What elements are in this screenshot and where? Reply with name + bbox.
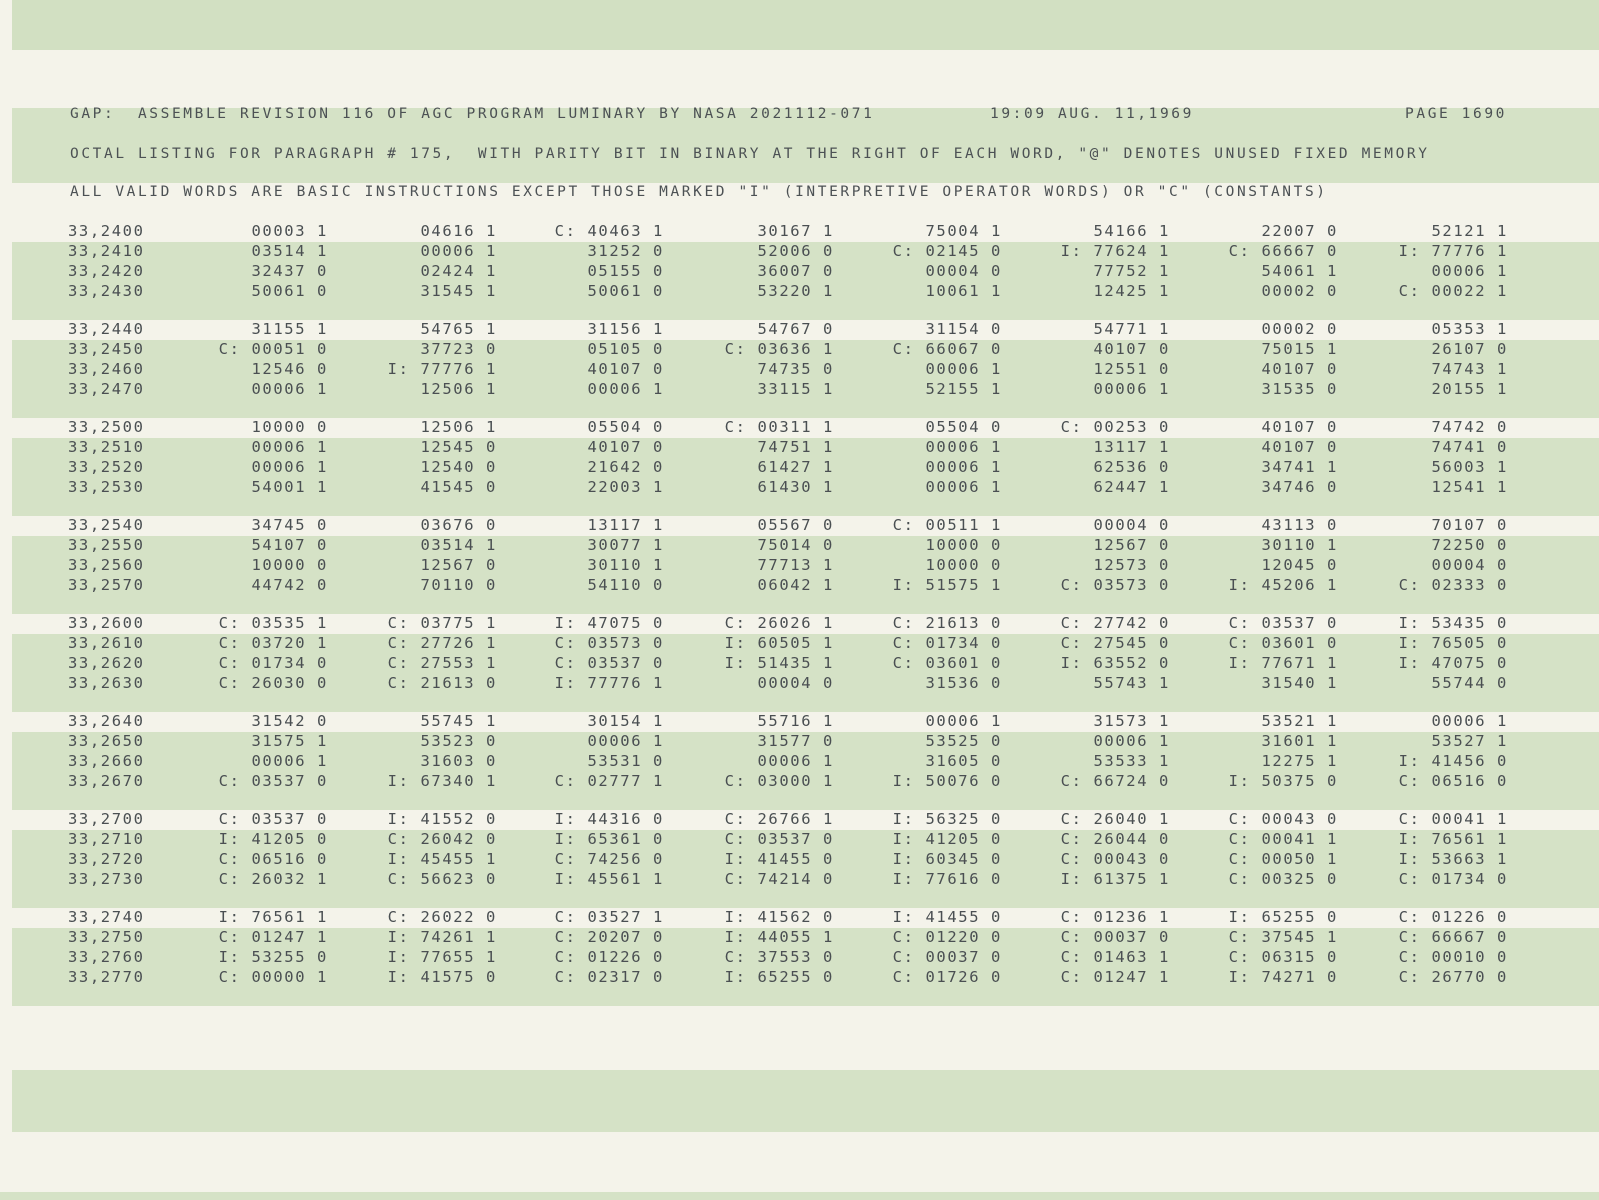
octal-word: 74735 0 bbox=[757, 360, 834, 378]
header-timestamp: 19:09 AUG. 11,1969 bbox=[990, 106, 1194, 122]
octal-word: C: 03535 1 bbox=[218, 614, 328, 632]
octal-word: 50061 0 bbox=[587, 282, 664, 300]
octal-word: 55716 1 bbox=[757, 712, 834, 730]
octal-word: 05155 0 bbox=[587, 262, 664, 280]
octal-word: C: 27545 0 bbox=[1060, 634, 1170, 652]
octal-word: I: 41205 0 bbox=[218, 830, 328, 848]
octal-word: 77752 1 bbox=[1093, 262, 1170, 280]
octal-word: 00006 1 bbox=[925, 438, 1002, 456]
paper-top-band bbox=[12, 0, 1599, 50]
octal-word: 00002 0 bbox=[1261, 320, 1338, 338]
octal-word: I: 74261 1 bbox=[387, 928, 497, 946]
octal-word: 12540 0 bbox=[420, 458, 497, 476]
octal-word: C: 00010 0 bbox=[1398, 948, 1508, 966]
octal-word: 30154 1 bbox=[587, 712, 664, 730]
octal-word: C: 01726 0 bbox=[892, 968, 1002, 986]
row-address: 33,2550 bbox=[68, 536, 145, 554]
octal-word: 05567 0 bbox=[757, 516, 834, 534]
octal-word: 12551 0 bbox=[1093, 360, 1170, 378]
row-address: 33,2770 bbox=[68, 968, 145, 986]
octal-word: C: 01734 0 bbox=[218, 654, 328, 672]
octal-word: I: 74271 0 bbox=[1228, 968, 1338, 986]
octal-word: 13117 1 bbox=[1093, 438, 1170, 456]
octal-word: C: 00051 0 bbox=[218, 340, 328, 358]
octal-word: I: 41205 0 bbox=[892, 830, 1002, 848]
octal-word: 10000 0 bbox=[251, 418, 328, 436]
octal-word: I: 41562 0 bbox=[724, 908, 834, 926]
row-address: 33,2530 bbox=[68, 478, 145, 496]
octal-word: I: 45455 1 bbox=[387, 850, 497, 868]
octal-word: I: 77655 1 bbox=[387, 948, 497, 966]
octal-word: 31156 1 bbox=[587, 320, 664, 338]
octal-word: 32437 0 bbox=[251, 262, 328, 280]
octal-word: I: 65255 0 bbox=[724, 968, 834, 986]
octal-word: C: 03775 1 bbox=[387, 614, 497, 632]
row-address: 33,2710 bbox=[68, 830, 145, 848]
octal-word: 12425 1 bbox=[1093, 282, 1170, 300]
octal-word: 00006 1 bbox=[1431, 712, 1508, 730]
octal-word: 31605 0 bbox=[925, 752, 1002, 770]
octal-word: 56003 1 bbox=[1431, 458, 1508, 476]
octal-word: C: 00041 1 bbox=[1398, 810, 1508, 828]
octal-word: 44742 0 bbox=[251, 576, 328, 594]
octal-word: 12567 0 bbox=[1093, 536, 1170, 554]
octal-word: C: 26022 0 bbox=[387, 908, 497, 926]
octal-word: C: 02333 0 bbox=[1398, 576, 1508, 594]
octal-word: 54061 1 bbox=[1261, 262, 1338, 280]
octal-word: 54166 1 bbox=[1093, 222, 1170, 240]
octal-word: 31577 0 bbox=[757, 732, 834, 750]
octal-word: C: 66667 0 bbox=[1228, 242, 1338, 260]
octal-word: 50061 0 bbox=[251, 282, 328, 300]
octal-word: C: 56623 0 bbox=[387, 870, 497, 888]
octal-word: C: 03720 1 bbox=[218, 634, 328, 652]
octal-word: C: 26032 1 bbox=[218, 870, 328, 888]
row-address: 33,2400 bbox=[68, 222, 145, 240]
octal-word: I: 67340 1 bbox=[387, 772, 497, 790]
octal-word: I: 41455 0 bbox=[892, 908, 1002, 926]
octal-word: C: 66724 0 bbox=[1060, 772, 1170, 790]
octal-word: C: 02317 0 bbox=[554, 968, 664, 986]
octal-word: I: 41552 0 bbox=[387, 810, 497, 828]
octal-word: 53531 0 bbox=[587, 752, 664, 770]
octal-word: C: 26766 1 bbox=[724, 810, 834, 828]
octal-word: 53533 1 bbox=[1093, 752, 1170, 770]
octal-word: C: 03000 1 bbox=[724, 772, 834, 790]
octal-word: 00006 1 bbox=[1093, 732, 1170, 750]
octal-word: 31536 0 bbox=[925, 674, 1002, 692]
octal-word: 37723 0 bbox=[420, 340, 497, 358]
octal-word: C: 27553 1 bbox=[387, 654, 497, 672]
octal-word: I: 50076 0 bbox=[892, 772, 1002, 790]
row-address: 33,2700 bbox=[68, 810, 145, 828]
paper-bottom-band bbox=[12, 1070, 1599, 1132]
octal-word: I: 77776 1 bbox=[554, 674, 664, 692]
octal-word: 12506 1 bbox=[420, 380, 497, 398]
row-address: 33,2600 bbox=[68, 614, 145, 632]
octal-word: I: 47075 0 bbox=[554, 614, 664, 632]
octal-word: 03514 1 bbox=[251, 242, 328, 260]
octal-word: 10061 1 bbox=[925, 282, 1002, 300]
octal-word: C: 06516 0 bbox=[1398, 772, 1508, 790]
octal-word: 74751 1 bbox=[757, 438, 834, 456]
octal-word: 02424 1 bbox=[420, 262, 497, 280]
octal-word: 03676 0 bbox=[420, 516, 497, 534]
octal-word: 31601 1 bbox=[1261, 732, 1338, 750]
octal-word: I: 65361 0 bbox=[554, 830, 664, 848]
octal-word: C: 26040 1 bbox=[1060, 810, 1170, 828]
octal-word: 00004 0 bbox=[1431, 556, 1508, 574]
octal-word: I: 61375 1 bbox=[1060, 870, 1170, 888]
octal-word: C: 06315 0 bbox=[1228, 948, 1338, 966]
octal-word: I: 77671 1 bbox=[1228, 654, 1338, 672]
octal-word: C: 03601 0 bbox=[892, 654, 1002, 672]
octal-word: C: 06516 0 bbox=[218, 850, 328, 868]
octal-word: 54001 1 bbox=[251, 478, 328, 496]
octal-word: 53525 0 bbox=[925, 732, 1002, 750]
octal-word: I: 63552 0 bbox=[1060, 654, 1170, 672]
octal-word: 21642 0 bbox=[587, 458, 664, 476]
octal-word: C: 00022 1 bbox=[1398, 282, 1508, 300]
octal-word: 12546 0 bbox=[251, 360, 328, 378]
octal-word: 31542 0 bbox=[251, 712, 328, 730]
octal-word: I: 76505 0 bbox=[1398, 634, 1508, 652]
octal-word: 00004 0 bbox=[1093, 516, 1170, 534]
octal-word: 10000 0 bbox=[925, 536, 1002, 554]
octal-word: C: 21613 0 bbox=[387, 674, 497, 692]
octal-word: C: 01247 1 bbox=[1060, 968, 1170, 986]
row-address: 33,2750 bbox=[68, 928, 145, 946]
octal-word: 31545 1 bbox=[420, 282, 497, 300]
row-address: 33,2560 bbox=[68, 556, 145, 574]
row-address: 33,2410 bbox=[68, 242, 145, 260]
octal-word: 30077 1 bbox=[587, 536, 664, 554]
octal-word: C: 26030 0 bbox=[218, 674, 328, 692]
octal-word: 12545 0 bbox=[420, 438, 497, 456]
octal-word: I: 41455 0 bbox=[724, 850, 834, 868]
octal-word: 53521 1 bbox=[1261, 712, 1338, 730]
octal-word: 40107 0 bbox=[1261, 438, 1338, 456]
octal-word: I: 44055 1 bbox=[724, 928, 834, 946]
octal-word: C: 03573 0 bbox=[554, 634, 664, 652]
row-address: 33,2570 bbox=[68, 576, 145, 594]
octal-word: I: 51435 1 bbox=[724, 654, 834, 672]
octal-word: C: 00043 0 bbox=[1060, 850, 1170, 868]
paper-foot-band bbox=[0, 1192, 1599, 1200]
octal-word: 00006 1 bbox=[757, 752, 834, 770]
octal-word: 30110 1 bbox=[1261, 536, 1338, 554]
octal-word: 31154 0 bbox=[925, 320, 1002, 338]
header-description: OCTAL LISTING FOR PARAGRAPH # 175, WITH PARITY BIT IN BINARY AT THE RIGHT OF EACH WORD, "@" DENOTES UNUSED FIXED MEMORY bbox=[70, 146, 1430, 162]
octal-word: 40107 0 bbox=[1093, 340, 1170, 358]
octal-word: 40107 0 bbox=[1261, 418, 1338, 436]
octal-word: 00003 1 bbox=[251, 222, 328, 240]
octal-word: I: 44316 0 bbox=[554, 810, 664, 828]
octal-word: 00006 1 bbox=[587, 380, 664, 398]
octal-word: 00004 0 bbox=[757, 674, 834, 692]
octal-word: C: 03537 0 bbox=[218, 772, 328, 790]
octal-word: I: 56325 0 bbox=[892, 810, 1002, 828]
octal-word: C: 00050 1 bbox=[1228, 850, 1338, 868]
octal-word: 03514 1 bbox=[420, 536, 497, 554]
octal-word: I: 53663 1 bbox=[1398, 850, 1508, 868]
octal-word: C: 40463 1 bbox=[554, 222, 664, 240]
octal-word: 31603 0 bbox=[420, 752, 497, 770]
octal-word: 31575 1 bbox=[251, 732, 328, 750]
octal-word: I: 77616 0 bbox=[892, 870, 1002, 888]
octal-word: 00006 1 bbox=[1431, 262, 1508, 280]
octal-word: C: 03537 0 bbox=[724, 830, 834, 848]
octal-word: 05105 0 bbox=[587, 340, 664, 358]
octal-word: 22007 0 bbox=[1261, 222, 1338, 240]
octal-word: 26107 0 bbox=[1431, 340, 1508, 358]
row-address: 33,2420 bbox=[68, 262, 145, 280]
octal-word: I: 51575 1 bbox=[892, 576, 1002, 594]
octal-word: 54765 1 bbox=[420, 320, 497, 338]
octal-word: 54767 0 bbox=[757, 320, 834, 338]
row-address: 33,2470 bbox=[68, 380, 145, 398]
octal-word: 36007 0 bbox=[757, 262, 834, 280]
octal-word: C: 03636 1 bbox=[724, 340, 834, 358]
header-title: GAP: ASSEMBLE REVISION 116 OF AGC PROGRAM LUMINARY BY NASA 2021112-071 bbox=[70, 106, 875, 122]
row-address: 33,2450 bbox=[68, 340, 145, 358]
octal-word: C: 66667 0 bbox=[1398, 928, 1508, 946]
octal-word: 70110 0 bbox=[420, 576, 497, 594]
octal-word: 43113 0 bbox=[1261, 516, 1338, 534]
octal-word: 00006 1 bbox=[251, 438, 328, 456]
octal-word: I: 77624 1 bbox=[1060, 242, 1170, 260]
octal-word: I: 47075 0 bbox=[1398, 654, 1508, 672]
row-address: 33,2720 bbox=[68, 850, 145, 868]
row-address: 33,2740 bbox=[68, 908, 145, 926]
octal-word: 00006 1 bbox=[925, 458, 1002, 476]
octal-word: 61430 1 bbox=[757, 478, 834, 496]
octal-word: 10000 0 bbox=[925, 556, 1002, 574]
octal-word: C: 03537 0 bbox=[1228, 614, 1338, 632]
octal-word: 12506 1 bbox=[420, 418, 497, 436]
octal-word: C: 01226 0 bbox=[1398, 908, 1508, 926]
row-address: 33,2520 bbox=[68, 458, 145, 476]
octal-word: C: 01247 1 bbox=[218, 928, 328, 946]
octal-word: 00006 1 bbox=[925, 360, 1002, 378]
octal-word: 12567 0 bbox=[420, 556, 497, 574]
octal-word: 00006 1 bbox=[251, 752, 328, 770]
octal-word: 53523 0 bbox=[420, 732, 497, 750]
octal-word: I: 53435 0 bbox=[1398, 614, 1508, 632]
octal-word: 62447 1 bbox=[1093, 478, 1170, 496]
octal-word: 72250 0 bbox=[1431, 536, 1508, 554]
octal-word: 04616 1 bbox=[420, 222, 497, 240]
octal-word: C: 03601 0 bbox=[1228, 634, 1338, 652]
octal-word: C: 01463 1 bbox=[1060, 948, 1170, 966]
octal-word: 30167 1 bbox=[757, 222, 834, 240]
row-address: 33,2610 bbox=[68, 634, 145, 652]
octal-word: C: 00037 0 bbox=[1060, 928, 1170, 946]
octal-word: C: 37553 0 bbox=[724, 948, 834, 966]
octal-word: I: 76561 1 bbox=[218, 908, 328, 926]
octal-word: 22003 1 bbox=[587, 478, 664, 496]
row-address: 33,2500 bbox=[68, 418, 145, 436]
octal-word: 52006 0 bbox=[757, 242, 834, 260]
octal-word: 00006 1 bbox=[925, 712, 1002, 730]
row-address: 33,2670 bbox=[68, 772, 145, 790]
row-address: 33,2460 bbox=[68, 360, 145, 378]
octal-word: C: 00311 1 bbox=[724, 418, 834, 436]
octal-word: C: 21613 0 bbox=[892, 614, 1002, 632]
octal-word: 05504 0 bbox=[587, 418, 664, 436]
octal-word: 75014 0 bbox=[757, 536, 834, 554]
octal-word: 05504 0 bbox=[925, 418, 1002, 436]
row-address: 33,2430 bbox=[68, 282, 145, 300]
octal-word: I: 41575 0 bbox=[387, 968, 497, 986]
octal-word: C: 74256 0 bbox=[554, 850, 664, 868]
octal-word: I: 76561 1 bbox=[1398, 830, 1508, 848]
octal-word: I: 45561 1 bbox=[554, 870, 664, 888]
octal-word: I: 53255 0 bbox=[218, 948, 328, 966]
octal-word: 53220 1 bbox=[757, 282, 834, 300]
octal-word: C: 00511 1 bbox=[892, 516, 1002, 534]
octal-word: C: 02777 1 bbox=[554, 772, 664, 790]
row-address: 33,2640 bbox=[68, 712, 145, 730]
octal-word: C: 27742 0 bbox=[1060, 614, 1170, 632]
octal-word: 61427 1 bbox=[757, 458, 834, 476]
octal-word: C: 00253 0 bbox=[1060, 418, 1170, 436]
octal-word: 55745 1 bbox=[420, 712, 497, 730]
octal-word: C: 01734 0 bbox=[892, 634, 1002, 652]
octal-word: 12573 0 bbox=[1093, 556, 1170, 574]
octal-word: I: 50375 0 bbox=[1228, 772, 1338, 790]
octal-word: 52121 1 bbox=[1431, 222, 1508, 240]
octal-word: 40107 0 bbox=[1261, 360, 1338, 378]
octal-word: I: 65255 0 bbox=[1228, 908, 1338, 926]
octal-word: 34746 0 bbox=[1261, 478, 1338, 496]
octal-word: 55744 0 bbox=[1431, 674, 1508, 692]
octal-word: 33115 1 bbox=[757, 380, 834, 398]
octal-word: C: 74214 0 bbox=[724, 870, 834, 888]
row-address: 33,2540 bbox=[68, 516, 145, 534]
octal-word: 00006 1 bbox=[251, 458, 328, 476]
octal-word: 31535 0 bbox=[1261, 380, 1338, 398]
octal-word: C: 00037 0 bbox=[892, 948, 1002, 966]
octal-word: I: 41456 0 bbox=[1398, 752, 1508, 770]
octal-word: 12045 0 bbox=[1261, 556, 1338, 574]
octal-word: 00002 0 bbox=[1261, 282, 1338, 300]
octal-word: 77713 1 bbox=[757, 556, 834, 574]
row-address: 33,2660 bbox=[68, 752, 145, 770]
octal-word: I: 60345 0 bbox=[892, 850, 1002, 868]
octal-word: 75004 1 bbox=[925, 222, 1002, 240]
octal-word: C: 03573 0 bbox=[1060, 576, 1170, 594]
octal-word: C: 20207 0 bbox=[554, 928, 664, 946]
octal-word: 54107 0 bbox=[251, 536, 328, 554]
row-address: 33,2510 bbox=[68, 438, 145, 456]
octal-word: C: 02145 0 bbox=[892, 242, 1002, 260]
octal-word: I: 77776 1 bbox=[387, 360, 497, 378]
octal-word: C: 01220 0 bbox=[892, 928, 1002, 946]
octal-word: 00006 1 bbox=[420, 242, 497, 260]
octal-word: C: 27726 1 bbox=[387, 634, 497, 652]
octal-word: 70107 0 bbox=[1431, 516, 1508, 534]
octal-word: I: 77776 1 bbox=[1398, 242, 1508, 260]
octal-word: 12275 1 bbox=[1261, 752, 1338, 770]
octal-word: 55743 1 bbox=[1093, 674, 1170, 692]
octal-word: 00004 0 bbox=[925, 262, 1002, 280]
octal-word: C: 37545 1 bbox=[1228, 928, 1338, 946]
octal-word: 10000 0 bbox=[251, 556, 328, 574]
octal-word: 75015 1 bbox=[1261, 340, 1338, 358]
octal-word: 06042 1 bbox=[757, 576, 834, 594]
octal-word: 00006 1 bbox=[587, 732, 664, 750]
octal-word: 74741 0 bbox=[1431, 438, 1508, 456]
octal-word: C: 26044 0 bbox=[1060, 830, 1170, 848]
octal-word: 00006 1 bbox=[925, 478, 1002, 496]
header-legend: ALL VALID WORDS ARE BASIC INSTRUCTIONS EXCEPT THOSE MARKED "I" (INTERPRETIVE OPERATOR WORDS) OR "C" (CONSTANTS) bbox=[70, 184, 1328, 200]
row-address: 33,2440 bbox=[68, 320, 145, 338]
octal-word: C: 01226 0 bbox=[554, 948, 664, 966]
octal-word: 30110 1 bbox=[587, 556, 664, 574]
octal-word: 53527 1 bbox=[1431, 732, 1508, 750]
octal-word: 74742 0 bbox=[1431, 418, 1508, 436]
octal-word: C: 03527 1 bbox=[554, 908, 664, 926]
octal-word: C: 00041 1 bbox=[1228, 830, 1338, 848]
octal-word: 34741 1 bbox=[1261, 458, 1338, 476]
row-address: 33,2730 bbox=[68, 870, 145, 888]
header-page-number: PAGE 1690 bbox=[1405, 106, 1507, 122]
octal-word: 40107 0 bbox=[587, 360, 664, 378]
octal-word: C: 26042 0 bbox=[387, 830, 497, 848]
octal-word: 31540 1 bbox=[1261, 674, 1338, 692]
row-address: 33,2760 bbox=[68, 948, 145, 966]
octal-word: C: 26770 0 bbox=[1398, 968, 1508, 986]
octal-word: 52155 1 bbox=[925, 380, 1002, 398]
octal-word: 20155 1 bbox=[1431, 380, 1508, 398]
octal-word: C: 26026 1 bbox=[724, 614, 834, 632]
octal-word: C: 00043 0 bbox=[1228, 810, 1338, 828]
octal-word: 40107 0 bbox=[587, 438, 664, 456]
octal-word: 13117 1 bbox=[587, 516, 664, 534]
octal-word: C: 66067 0 bbox=[892, 340, 1002, 358]
octal-word: C: 03537 0 bbox=[554, 654, 664, 672]
row-address: 33,2620 bbox=[68, 654, 145, 672]
octal-word: 31573 1 bbox=[1093, 712, 1170, 730]
octal-word: 00006 1 bbox=[1093, 380, 1170, 398]
octal-word: C: 00325 0 bbox=[1228, 870, 1338, 888]
octal-word: C: 01734 0 bbox=[1398, 870, 1508, 888]
octal-word: C: 03537 0 bbox=[218, 810, 328, 828]
row-address: 33,2650 bbox=[68, 732, 145, 750]
octal-word: I: 45206 1 bbox=[1228, 576, 1338, 594]
row-address: 33,2630 bbox=[68, 674, 145, 692]
octal-word: 31252 0 bbox=[587, 242, 664, 260]
octal-word: 34745 0 bbox=[251, 516, 328, 534]
octal-word: I: 60505 1 bbox=[724, 634, 834, 652]
octal-word: C: 00000 1 bbox=[218, 968, 328, 986]
octal-word: 41545 0 bbox=[420, 478, 497, 496]
octal-word: C: 01236 1 bbox=[1060, 908, 1170, 926]
octal-word: 00006 1 bbox=[251, 380, 328, 398]
octal-word: 31155 1 bbox=[251, 320, 328, 338]
octal-word: 54771 1 bbox=[1093, 320, 1170, 338]
octal-word: 54110 0 bbox=[587, 576, 664, 594]
octal-word: 05353 1 bbox=[1431, 320, 1508, 338]
octal-word: 12541 1 bbox=[1431, 478, 1508, 496]
octal-word: 74743 1 bbox=[1431, 360, 1508, 378]
octal-word: 62536 0 bbox=[1093, 458, 1170, 476]
